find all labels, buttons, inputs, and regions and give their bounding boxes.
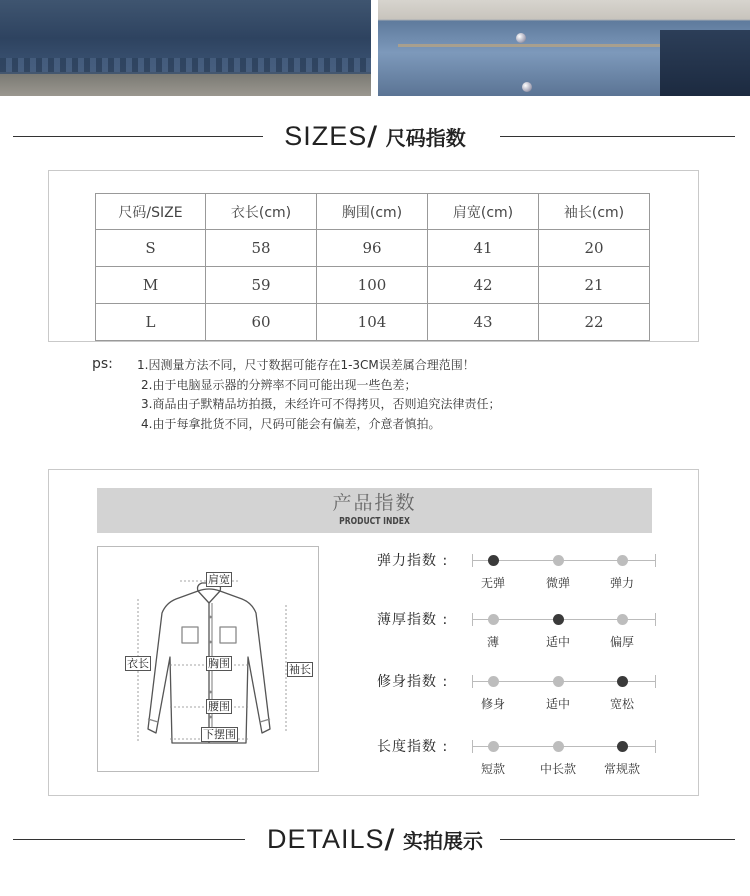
product-index-title-en: PRODUCT INDEX: [339, 516, 410, 527]
notes-list: [137, 356, 500, 434]
index-option: 弹力: [609, 576, 634, 590]
table-cell: 96: [317, 230, 428, 267]
index-dot: [488, 741, 499, 752]
table-cell: S: [96, 230, 206, 267]
index-dot: [488, 676, 499, 687]
index-name: 薄厚指数 :: [377, 612, 449, 628]
size-table-header: 袖长(cm): [539, 194, 650, 230]
table-cell: M: [96, 267, 206, 304]
index-option: 短款: [480, 762, 505, 776]
index-dot: [553, 676, 564, 687]
product-index-header: [97, 488, 652, 533]
index-tick: [655, 675, 656, 688]
index-dot: [488, 614, 499, 625]
table-cell: 22: [539, 304, 650, 341]
denim-hem-photo: [0, 0, 371, 96]
index-tick: [472, 554, 473, 567]
details-heading-cn: 实拍展示: [403, 829, 483, 853]
sleeve-label: 袖长: [289, 663, 311, 676]
chest-label: 胸围: [208, 657, 230, 670]
index-tick: [655, 554, 656, 567]
details-heading-en: DETAILS: [267, 824, 385, 854]
table-cell: L: [96, 304, 206, 341]
table-cell: 42: [428, 267, 539, 304]
index-dot: [617, 614, 628, 625]
list-item: 2.由于电脑显示器的分辨率不同可能出现一些色差；: [141, 377, 417, 392]
index-dot: [553, 555, 564, 566]
index-dot: [553, 614, 564, 625]
table-cell: 21: [539, 267, 650, 304]
index-dot: [617, 676, 628, 687]
size-table-header: 尺码/SIZE: [96, 194, 206, 230]
product-photos: [0, 0, 750, 96]
size-table-header: 肩宽(cm): [428, 194, 539, 230]
sizes-heading: [0, 118, 750, 154]
table-cell: 104: [317, 304, 428, 341]
index-name: 长度指数 :: [377, 739, 449, 755]
shoulder-label: 肩宽: [208, 573, 230, 586]
details-heading: [0, 821, 750, 857]
index-option: 微弹: [545, 576, 570, 590]
table-row: [96, 230, 650, 267]
garment-measure-diagram: [97, 546, 319, 772]
index-tick: [472, 613, 473, 626]
hem-label: 下摆围: [203, 728, 236, 741]
index-option: 宽松: [609, 697, 634, 711]
table-cell: 60: [206, 304, 317, 341]
index-option: 修身: [480, 697, 505, 711]
index-dot: [488, 555, 499, 566]
product-index-panel: [48, 469, 699, 796]
index-option: 适中: [545, 635, 570, 649]
index-dot: [553, 741, 564, 752]
length-label: 衣长: [127, 657, 149, 670]
index-row: [377, 736, 677, 776]
table-cell: 43: [428, 304, 539, 341]
index-option: 中长款: [539, 762, 576, 776]
index-option: 常规款: [603, 762, 640, 776]
index-option: 无弹: [480, 576, 505, 590]
table-cell: 20: [539, 230, 650, 267]
index-tick: [472, 675, 473, 688]
table-row: [96, 304, 650, 341]
index-tick: [655, 613, 656, 626]
sizes-heading-cn: 尺码指数: [385, 126, 466, 150]
denim-button-photo: [378, 0, 750, 96]
index-option: 适中: [545, 697, 570, 711]
size-table: [95, 193, 650, 341]
list-item: 3.商品由子默精品坊拍摄，未经许可不得拷贝，否则追究法律责任；: [141, 397, 501, 411]
size-table-panel: [48, 170, 699, 342]
table-cell: 41: [428, 230, 539, 267]
index-tick: [655, 740, 656, 753]
size-table-header-row: [96, 194, 650, 230]
index-row: [377, 609, 677, 649]
index-option: 偏厚: [609, 635, 634, 649]
size-table-header: 胸围(cm): [317, 194, 428, 230]
list-item: 1.因测量方法不同，尺寸数据可能存在1-3CM误差属合理范围！: [137, 358, 475, 372]
index-name: 弹力指数 :: [377, 553, 449, 569]
sizes-heading-en: SIZES: [284, 121, 368, 151]
notes-prefix: ps:: [92, 356, 113, 372]
size-table-header: 衣长(cm): [206, 194, 317, 230]
table-row: [96, 267, 650, 304]
details-heading-slash: /: [384, 824, 395, 855]
index-option: 薄: [486, 635, 499, 649]
index-dot: [617, 555, 628, 566]
table-cell: 59: [206, 267, 317, 304]
index-dot: [617, 741, 628, 752]
waist-label: 腰围: [208, 700, 230, 713]
index-tick: [472, 740, 473, 753]
table-cell: 58: [206, 230, 317, 267]
table-cell: 100: [317, 267, 428, 304]
index-row: [377, 550, 677, 590]
product-index-title-cn: 产品指数: [332, 492, 417, 514]
index-name: 修身指数 :: [377, 674, 449, 690]
index-row: [377, 671, 677, 711]
sizes-heading-slash: /: [367, 121, 378, 152]
list-item: 4.由于每拿批货不同，尺码可能会有偏差，介意者慎拍。: [141, 416, 441, 431]
